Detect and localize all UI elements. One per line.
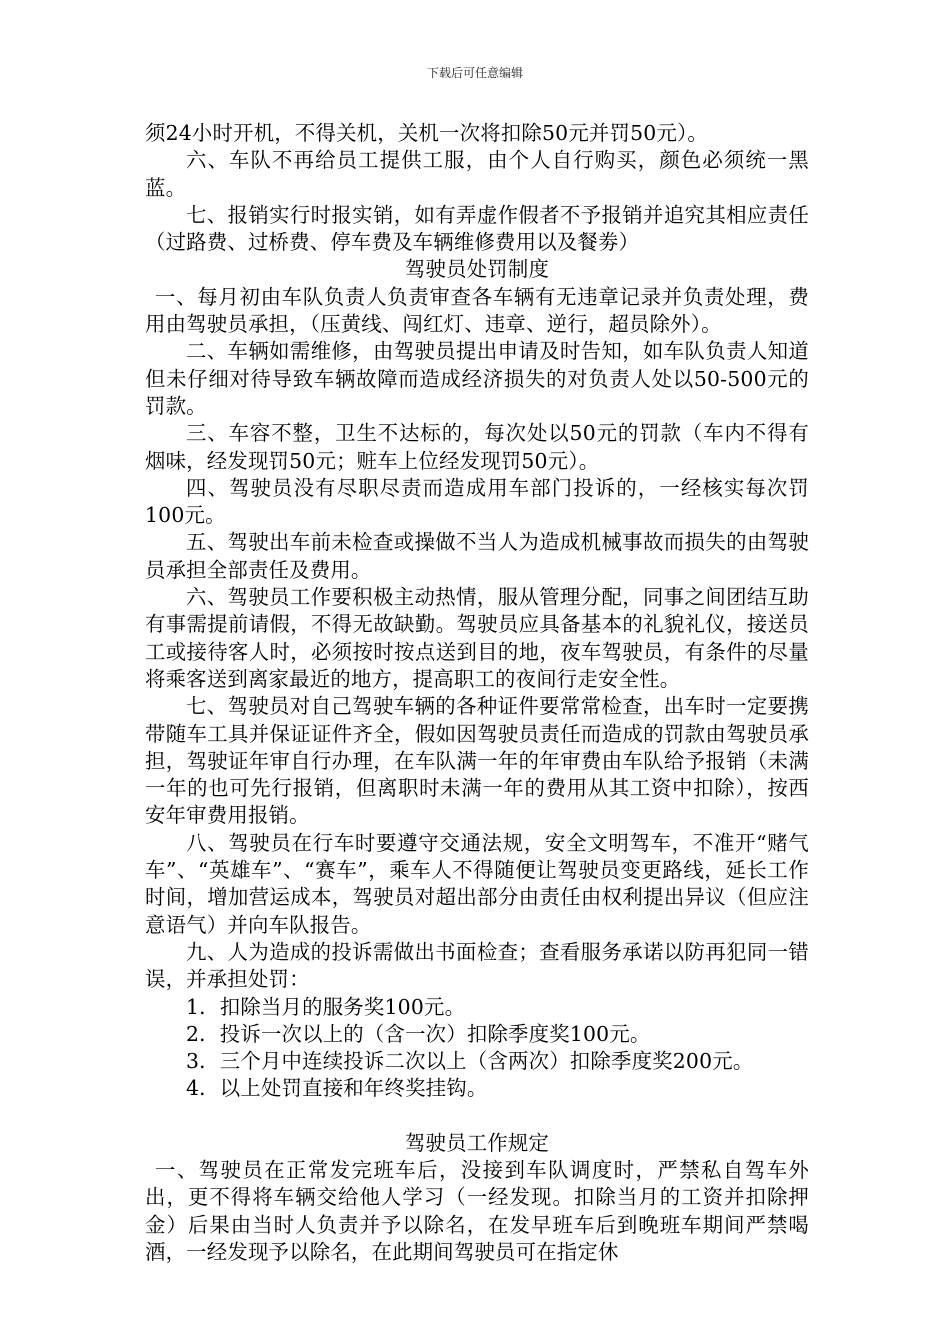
spacer bbox=[145, 1103, 809, 1130]
paragraph: 一、驾驶员在正常发完班车后，没接到车队调度时，严禁私自驾车外出，更不得将车辆交给他人学习（一经发现。扣除当月的工资并扣除押金）后果由当时人负责并予以除名，在发早班车后到晚班车期间严禁喝酒，一经发现予以除名，在此期间驾驶员可在指定休 bbox=[145, 1157, 809, 1264]
paragraph: 八、驾驶员在行车时要遵守交通法规，安全文明驾车，不准开“赌气车”、“英雄车”、“赛车”，乘车人不得随便让驾驶员变更路线，延长工作时间，增加营运成本，驾驶员对超出部分由责任由权利提出异议（但应注意语气）并向车队报告。 bbox=[145, 830, 809, 937]
paragraph: 六、车队不再给员工提供工服，由个人自行购买，颜色必须统一黑蓝。 bbox=[145, 148, 809, 200]
paragraph: 三、车容不整，卫生不达标的，每次处以50元的罚款（车内不得有烟味，经发现罚50元；赃车上位经发现罚50元）。 bbox=[145, 421, 809, 473]
paragraph: 七、驾驶员对自己驾驶车辆的各种证件要常常检查，出车时一定要携带随车工具并保证证件齐全，假如因驾驶员责任而造成的罚款由驾驶员承担，驾驶证年审自行办理，在车队满一年的年审费由车队给予报销（未满一年的也可先行报销，但离职时未满一年的费用从其工资中扣除），按西安年审费用报销。 bbox=[145, 694, 809, 828]
paragraph: 四、驾驶员没有尽职尽责而造成用车部门投诉的，一经核实每次罚100元。 bbox=[145, 475, 809, 528]
list-item: 2．投诉一次以上的（含一次）扣除季度奖100元。 bbox=[186, 1021, 651, 1046]
section-title: 驾驶员工作规定 bbox=[404, 1130, 550, 1155]
paragraph: 九、人为造成的投诉需做出书面检查；查看服务承诺以防再犯同一错误，并承担处罚： bbox=[145, 939, 809, 992]
document-body bbox=[145, 120, 809, 1266]
paragraph: 须24小时开机，不得关机，关机一次将扣除50元并罚50元）。 bbox=[145, 121, 709, 145]
list-item: 1．扣除当月的服务奖100元。 bbox=[186, 994, 466, 1019]
paragraph: 七、报销实行时报实销，如有弄虚作假者不予报销并追究其相应责任（过路费、过桥费、停车费及车辆维修费用以及餐劵） bbox=[145, 202, 809, 255]
paragraph: 二、车辆如需维修，由驾驶员提出申请及时告知，如车队负责人知道但未仔细对待导致车辆故障而造成经济损失的对负责人处以50-500元的罚款。 bbox=[145, 339, 809, 418]
page-header: 下载后可任意编辑 bbox=[426, 66, 523, 80]
paragraph: 六、驾驶员工作要积极主动热情，服从管理分配，同事之间团结互助有事需提前请假，不得无故缺勤。驾驶员应具备基本的礼貌礼仪，接送员工或接待客人时，必须按时按点送到目的地，夜车驾驶员，有条件的尽量将乘客送到离家最近的地方，提高职工的夜间行走安全性。 bbox=[145, 585, 809, 691]
paragraph: 一、每月初由车队负责人负责审查各车辆有无违章记录并负责处理，费用由驾驶员承担，（压黄线、闯红灯、违章、逆行，超员除外）。 bbox=[145, 284, 809, 337]
paragraph: 五、驾驶出车前未检查或操做不当人为造成机械事故而损失的由驾驶员承担全部责任及费用。 bbox=[145, 530, 809, 582]
list-item: 3．三个月中连续投诉二次以上（含两次）扣除季度奖200元。 bbox=[186, 1049, 754, 1074]
list-item: 4．以上处罚直接和年终奖挂钩。 bbox=[186, 1076, 488, 1101]
section-title: 驾驶员处罚制度 bbox=[404, 257, 550, 282]
